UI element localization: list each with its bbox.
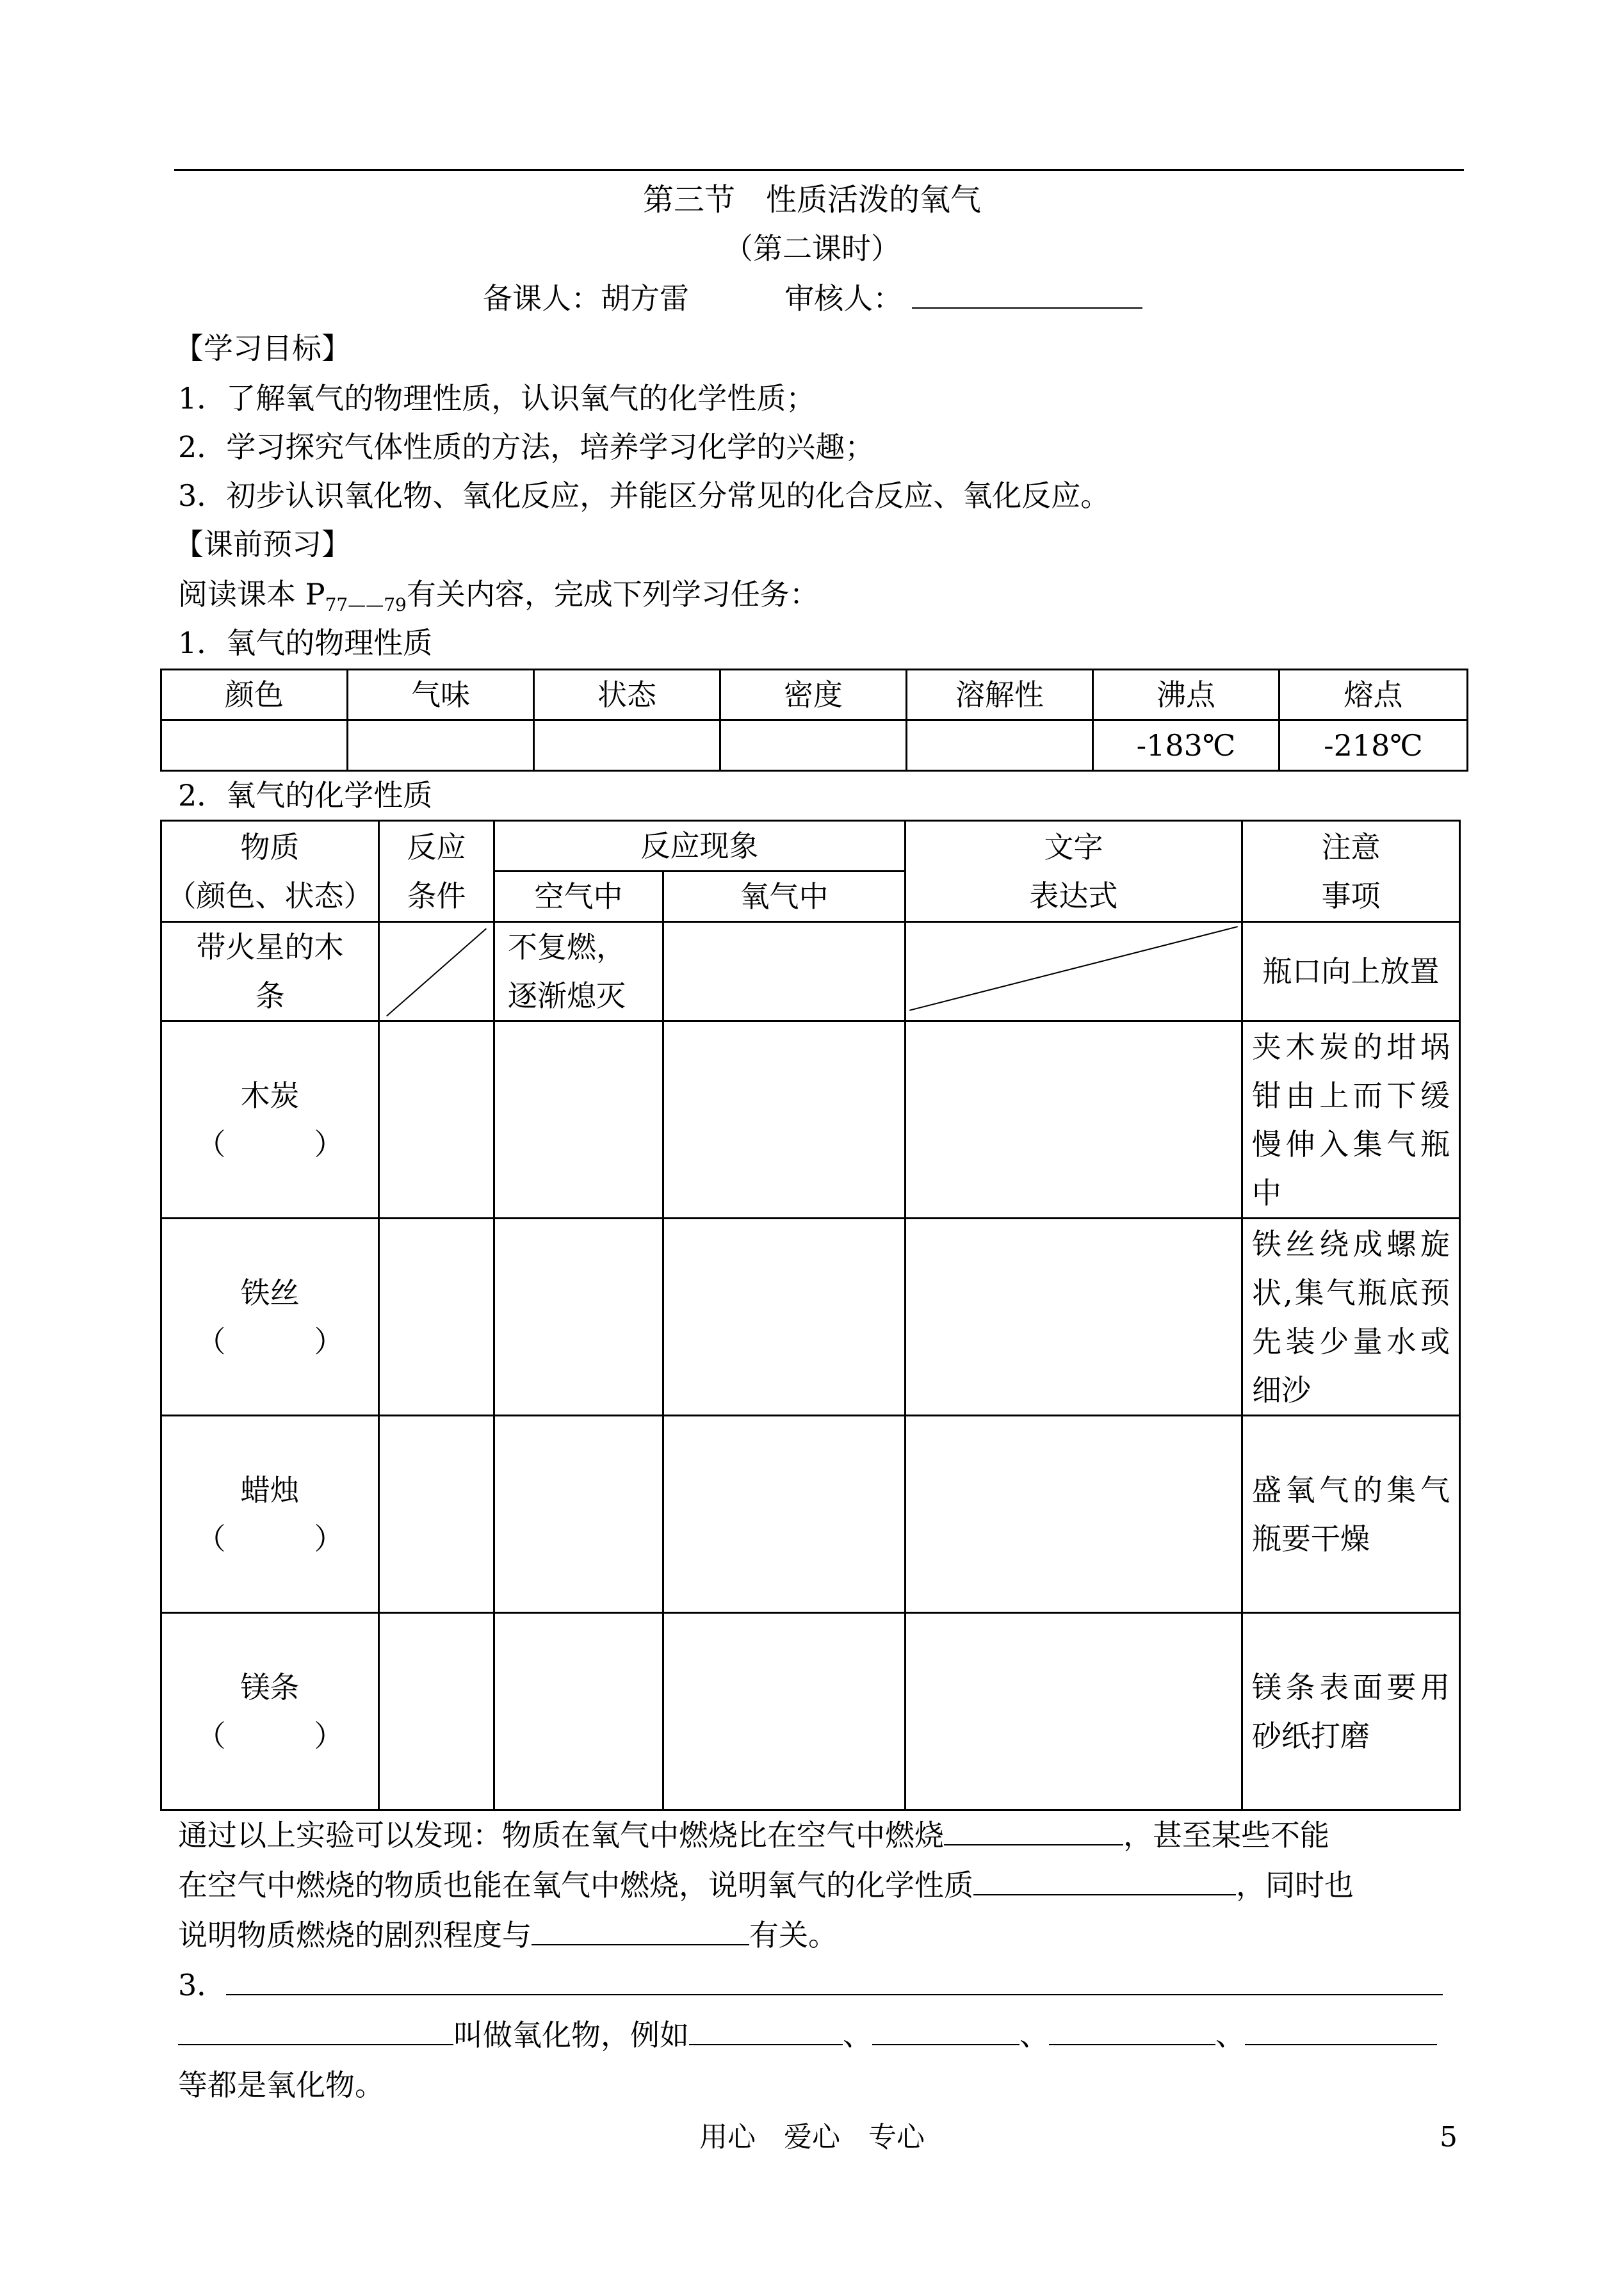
- oxygen-phenomenon-cell: [663, 1613, 905, 1810]
- header-cell: 状态: [534, 670, 720, 720]
- answer-blank: [532, 1916, 749, 1945]
- diagonal-slash: [906, 923, 1241, 1020]
- air-phenomenon-cell: [494, 1416, 663, 1613]
- reviewer-label: 审核人：: [784, 281, 903, 316]
- page-number: 5: [1440, 2121, 1458, 2153]
- oxygen-phenomenon-cell: [663, 1021, 905, 1219]
- value-cell: [720, 720, 907, 771]
- answer-blank: [973, 1866, 1236, 1895]
- note-cell: 铁丝绕成螺旋状,集气瓶底预先装少量水或细沙: [1242, 1219, 1460, 1416]
- in-air-header: 空气中: [494, 872, 663, 922]
- answer-blank: [1049, 2016, 1215, 2045]
- table-row: [161, 1613, 1460, 1810]
- oxide-line-2: 叫做氧化物，例如 、 、 、: [178, 2016, 1437, 2054]
- objective-item: 3．初步认识氧化物、氧化反应，并能区分常见的化合反应、氧化反应。: [178, 478, 1110, 513]
- in-oxygen-header: 氧气中: [663, 872, 905, 922]
- header-cell: 沸点: [1093, 670, 1279, 720]
- condition-cell: [379, 1219, 494, 1416]
- table-row: [161, 1219, 1460, 1416]
- reviewer-blank: [912, 279, 1142, 309]
- answer-blank: [944, 1816, 1123, 1845]
- boiling-point-value: -183℃: [1093, 720, 1279, 771]
- oxygen-phenomenon-cell: [663, 922, 905, 1021]
- answer-blank: [226, 1966, 1443, 1995]
- chemical-properties-table: [160, 820, 1461, 1811]
- preview-instruction: 阅读课本 $P_{77——79}$有关内容，完成下列学习任务：: [178, 577, 819, 616]
- value-cell: [348, 720, 534, 771]
- value-cell: [534, 720, 720, 771]
- note-cell: 瓶口向上放置: [1242, 922, 1460, 1021]
- answer-blank: [872, 2016, 1019, 2045]
- oxygen-phenomenon-cell: [663, 1219, 905, 1416]
- notes-header: 注意 事项: [1242, 821, 1460, 922]
- oxygen-phenomenon-cell: [663, 1416, 905, 1613]
- substance-cell: 铁丝 （ ）: [161, 1219, 379, 1416]
- answer-blank: [1245, 2016, 1437, 2045]
- author-label: 备课人：胡方雷: [483, 281, 689, 316]
- note-cell: 盛氧气的集气瓶要干燥: [1242, 1416, 1460, 1613]
- header-cell: 溶解性: [907, 670, 1093, 720]
- conclusion-line-1: 通过以上实验可以发现：物质在氧气中燃烧比在空气中燃烧 ，甚至某些不能: [178, 1816, 1329, 1854]
- author-line: [483, 279, 1142, 318]
- header-cell: 气味: [348, 670, 534, 720]
- expression-cell: [905, 1021, 1242, 1219]
- note-cell: 镁条表面要用砂纸打磨: [1242, 1613, 1460, 1810]
- table-row: [161, 1416, 1460, 1613]
- preview-heading: 【课前预习】: [174, 527, 351, 562]
- note-cell: 夹木炭的坩埚钳由上而下缓慢伸入集气瓶中: [1242, 1021, 1460, 1219]
- condition-cell-crossed: [379, 922, 494, 1021]
- header-cell: 熔点: [1279, 670, 1468, 720]
- phenomenon-header: 反应现象: [494, 821, 905, 872]
- header-cell: 颜色: [161, 670, 348, 720]
- substance-cell: 镁条 （ ）: [161, 1613, 379, 1810]
- oxide-line-3: 等都是氧化物。: [178, 2068, 384, 2102]
- substance-cell: 蜡烛 （ ）: [161, 1416, 379, 1613]
- conclusion-line-2: 在空气中燃烧的物质也能在氧气中燃烧，说明氧气的化学性质 ，同时也: [178, 1866, 1354, 1904]
- condition-header: 反应 条件: [379, 821, 494, 922]
- air-phenomenon-cell: [494, 1613, 663, 1810]
- table-row: [161, 1021, 1460, 1219]
- header-rule: [174, 169, 1464, 171]
- substance-header: 物质 （颜色、状态）: [161, 821, 379, 922]
- air-phenomenon-cell: [494, 1219, 663, 1416]
- physical-heading: 1．氧气的物理性质: [178, 626, 433, 660]
- conclusion-line-3: 说明物质燃烧的剧烈程度与 有关。: [178, 1916, 838, 1954]
- answer-blank: [689, 2016, 843, 2045]
- oxide-line-1: 3．: [178, 1966, 1443, 2004]
- table-row: [161, 922, 1460, 1021]
- substance-cell: 带火星的木 条: [161, 922, 379, 1021]
- expression-cell: [905, 1416, 1242, 1613]
- condition-cell: [379, 1416, 494, 1613]
- objective-item: 2．学习探究气体性质的方法，培养学习化学的兴趣；: [178, 430, 875, 464]
- chemical-heading: 2．氧气的化学性质: [178, 778, 433, 813]
- expression-header: 文字 表达式: [905, 821, 1242, 922]
- diagonal-slash: [380, 923, 493, 1020]
- air-phenomenon-cell: 不复燃， 逐渐熄灭: [494, 922, 663, 1021]
- air-phenomenon-cell: [494, 1021, 663, 1219]
- objective-item: 1．了解氧气的物理性质，认识氧气的化学性质；: [178, 381, 816, 416]
- melting-point-value: -218℃: [1279, 720, 1468, 771]
- page-subtitle: （第二课时）: [724, 231, 900, 266]
- value-cell: [161, 720, 348, 771]
- expression-cell-crossed: [905, 922, 1242, 1021]
- expression-cell: [905, 1219, 1242, 1416]
- page-title: 第三节 性质活泼的氧气: [642, 182, 981, 218]
- answer-blank: [178, 2016, 453, 2045]
- expression-cell: [905, 1613, 1242, 1810]
- header-cell: 密度: [720, 670, 907, 720]
- substance-cell: 木炭 （ ）: [161, 1021, 379, 1219]
- physical-properties-table: [160, 669, 1468, 772]
- condition-cell: [379, 1021, 494, 1219]
- condition-cell: [379, 1613, 494, 1810]
- value-cell: [907, 720, 1093, 771]
- objectives-heading: 【学习目标】: [174, 331, 351, 366]
- footer-motto: 用心 爱心 专心: [699, 2121, 925, 2153]
